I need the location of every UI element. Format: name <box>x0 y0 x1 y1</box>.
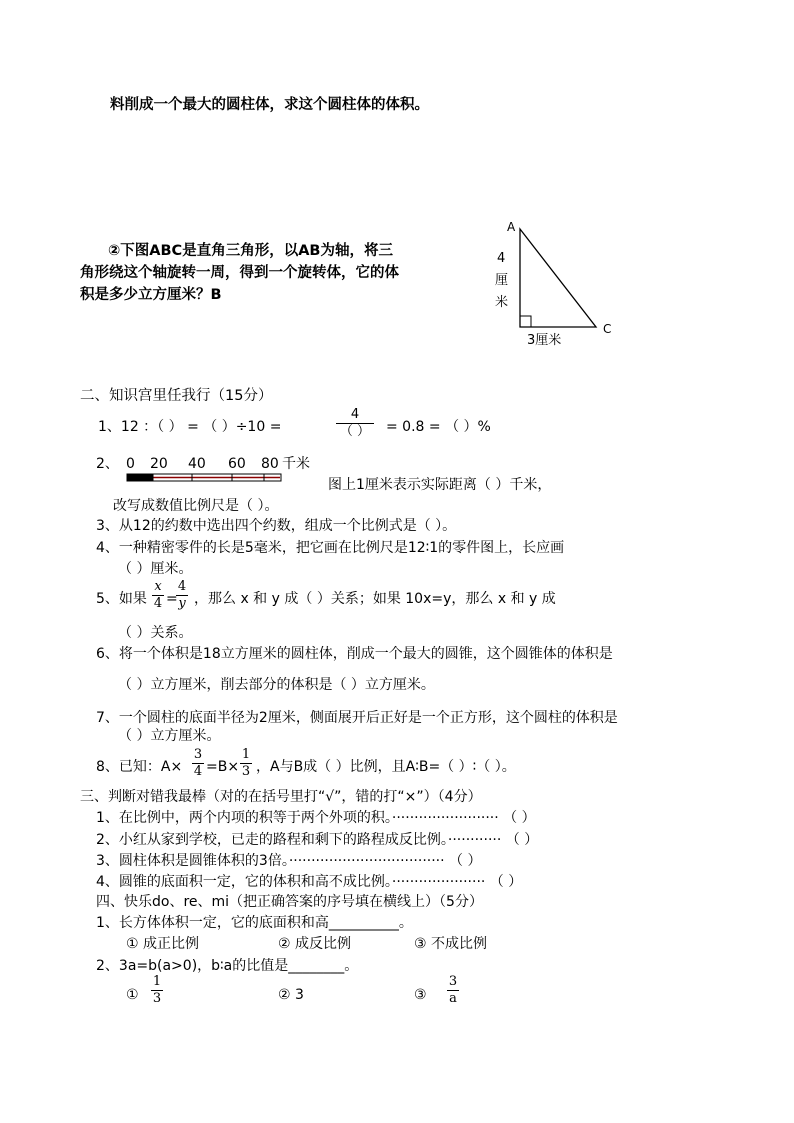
fraction-numerator: 1 <box>152 974 162 989</box>
side-ab-unit-1: 厘 <box>495 273 509 288</box>
fraction-numerator: x <box>154 579 162 594</box>
right-angle-mark <box>520 316 531 327</box>
q2-1-fraction-numerator: 4 <box>350 407 360 422</box>
fraction-numerator: 1 <box>241 747 251 762</box>
q2-4-line-1: 4、一种精密零件的长是5毫米，把它画在比例尺是12∶1的零件图上，长应画 <box>96 540 565 556</box>
q2-3: 3、从12的约数中选出四个约数，组成一个比例式是（ ）。 <box>96 518 457 534</box>
q2-5-fraction-2 <box>176 580 188 611</box>
triangle-shape <box>520 229 596 327</box>
judgement-item-4: 4、圆锥的底面积一定，它的体积和高不成比例。····················· （ ） <box>96 874 523 890</box>
q2-8-fraction-2 <box>240 748 252 779</box>
side-ab-value: 4 <box>497 251 506 266</box>
q2-6-line-2: （ ）立方厘米，削去部分的体积是（ ）立方厘米。 <box>118 677 435 693</box>
choice-2-option-a-fraction <box>151 975 163 1006</box>
q2-2-text: 图上1厘米表示实际距离（ ）千米， <box>328 477 552 493</box>
choice-2-option-c-fraction <box>447 975 459 1006</box>
q2-2-line-2: 改写成数值比例尺是（ ）。 <box>113 498 279 514</box>
q2-5-line-2: （ ）关系。 <box>118 625 193 641</box>
section-2-title: 二、知识宫里任我行（15分） <box>80 388 273 404</box>
q2-7-line-2: （ ）立方厘米。 <box>118 728 221 744</box>
choice-1-option-b: ② 成反比例 <box>278 936 352 952</box>
choice-2-option-a-label: ① <box>126 987 139 1003</box>
section-4-title: 四、快乐do、re、mi（把正确答案的序号填在横线上）（5分） <box>96 894 483 910</box>
q2-5-fraction-1 <box>152 580 164 611</box>
scale-unit: 千米 <box>282 456 310 472</box>
q2-8-mid: =B× <box>206 759 240 775</box>
question-2-line-3: 积是多少立方厘米？B <box>80 287 222 303</box>
judgement-item-3: 3、圆柱体积是圆锥体积的3倍。··································· （ ） <box>96 853 482 869</box>
choice-1-option-c: ③ 不成比例 <box>414 936 488 952</box>
question-2-line-2: 角形绕这个轴旋转一周，得到一个旋转体，它的体 <box>80 265 399 281</box>
vertex-c-label: C <box>603 322 612 336</box>
scale-tick-80: 80 <box>261 456 279 472</box>
section-3-title: 三、判断对错我最棒（对的在括号里打“√”，错的打“×”）（4分） <box>80 789 482 805</box>
side-ab-unit-2: 米 <box>495 295 509 310</box>
scale-tick-0: 0 <box>126 456 135 472</box>
fraction-denominator: 3 <box>152 991 162 1006</box>
choice-1-option-a: ① 成正比例 <box>126 936 200 952</box>
fraction-numerator: 4 <box>177 579 187 594</box>
side-bc-label: 3厘米 <box>527 333 562 348</box>
q2-5-prefix: 5、如果 <box>96 591 147 607</box>
q2-6-line-1: 6、将一个体积是18立方厘米的圆柱体，削成一个最大的圆锥，这个圆锥体的体积是 <box>96 646 613 662</box>
q2-5-equals: = <box>166 591 178 607</box>
q2-1-right: = 0.8 = （ ）% <box>386 419 491 435</box>
choice-question-2: 2、3a=b(a>0)，b∶a的比值是________。 <box>96 958 359 974</box>
fraction-denominator: a <box>449 991 457 1006</box>
q2-8-prefix: 8、已知：A× <box>96 759 183 775</box>
q2-8-rest: ，A与B成（ ）比例，且A∶B=（ ）∶（ ）。 <box>256 759 516 775</box>
fraction-numerator: 3 <box>193 747 203 762</box>
fraction-numerator: 3 <box>448 974 458 989</box>
fraction-denominator: y <box>178 596 186 611</box>
scale-bar <box>126 473 286 483</box>
fraction-denominator: 4 <box>193 764 203 779</box>
fraction-denominator: 4 <box>153 596 163 611</box>
intro-line: 料削成一个最大的圆柱体，求这个圆柱体的体积。 <box>110 97 429 113</box>
scale-tick-40: 40 <box>188 456 206 472</box>
q2-1-fraction-denominator: （ ） <box>339 424 371 439</box>
vertex-a-label: A <box>507 220 516 234</box>
q2-8-fraction-1 <box>192 748 204 779</box>
choice-2-option-c-label: ③ <box>414 987 427 1003</box>
q2-2-prefix: 2、 <box>96 456 119 472</box>
scale-tick-60: 60 <box>228 456 246 472</box>
fraction-denominator: 3 <box>241 764 251 779</box>
question-2-line-1: ②下图ABC是直角三角形，以AB为轴，将三 <box>108 243 393 259</box>
judgement-item-1: 1、在比例中，两个内项的积等于两个外项的积。························ （ ） <box>96 810 536 826</box>
q2-7-line-1: 7、一个圆柱的底面半径为2厘米，侧面展开后正好是一个正方形，这个圆柱的体积是 <box>96 710 618 726</box>
q2-1-fraction <box>336 408 374 439</box>
q2-5-mid: ，那么 x 和 y 成（ ）关系；如果 10x=y，那么 x 和 y 成 <box>194 591 556 607</box>
choice-2-option-b: ② 3 <box>278 987 304 1003</box>
choice-question-1: 1、长方体体积一定，它的底面积和高__________。 <box>96 915 413 931</box>
q2-4-line-2: （ ）厘米。 <box>118 561 193 577</box>
scale-tick-20: 20 <box>150 456 168 472</box>
q2-1-left: 1、12 ：（ ） = （ ）÷10 = <box>98 419 282 435</box>
judgement-item-2: 2、小红从家到学校，已走的路程和剩下的路程成反比例。············ （ ） <box>96 832 539 848</box>
